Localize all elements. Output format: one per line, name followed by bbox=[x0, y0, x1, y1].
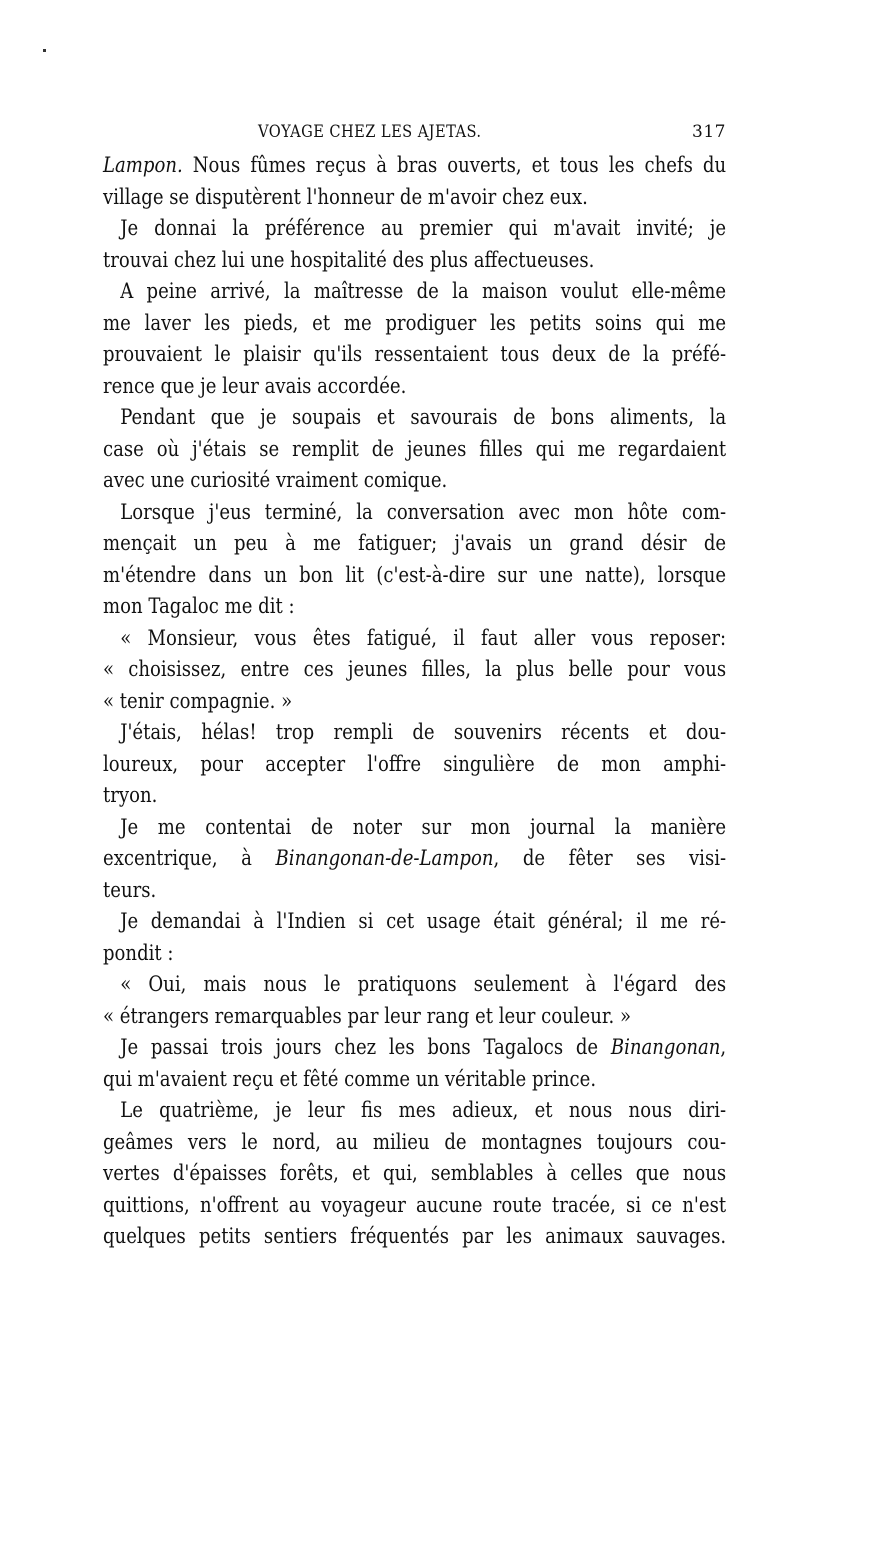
text-segment: A peine arrivé, la maîtresse de la maison voulut elle-même bbox=[120, 279, 727, 303]
text-line bbox=[103, 465, 726, 497]
text-line bbox=[103, 1095, 726, 1127]
text-line bbox=[103, 276, 726, 308]
text-line bbox=[103, 1190, 726, 1222]
text-line bbox=[103, 843, 726, 875]
text-line bbox=[103, 308, 726, 340]
text-line bbox=[103, 938, 726, 970]
text-segment: « tenir compagnie. » bbox=[103, 688, 293, 713]
text-segment: qui m'avaient reçu et fêté comme un véritable prince. bbox=[103, 1066, 597, 1091]
text-segment: « étrangers remarquables par leur rang et leur couleur. » bbox=[103, 1003, 632, 1028]
text-line bbox=[103, 1001, 726, 1033]
text-line bbox=[103, 497, 726, 529]
italic-place-name: Binangonan bbox=[610, 1035, 721, 1059]
text-line bbox=[103, 1064, 726, 1096]
text-segment: , de fêter ses visi- bbox=[493, 846, 727, 870]
text-line bbox=[103, 623, 726, 655]
text-line bbox=[103, 560, 726, 592]
text-line bbox=[103, 812, 726, 844]
text-segment: village se disputèrent l'honneur de m'avoir chez eux. bbox=[103, 184, 588, 209]
text-segment: Lorsque j'eus terminé, la conversation avec mon hôte com- bbox=[120, 499, 727, 524]
text-segment: « Monsieur, vous êtes fatigué, il faut aller vous reposer: bbox=[120, 625, 727, 650]
text-line bbox=[103, 969, 726, 1001]
text-segment: quelques petits sentiers fréquentés par les animaux sauvages. bbox=[103, 1224, 727, 1248]
text-line bbox=[103, 906, 726, 938]
italic-place-name: Lampon. bbox=[103, 153, 183, 177]
text-line bbox=[103, 150, 726, 182]
text-segment: , bbox=[720, 1035, 727, 1059]
text-segment: trouvai chez lui une hospitalité des plus affectueuses. bbox=[103, 247, 595, 272]
text-line bbox=[103, 591, 726, 623]
text-segment: me laver les pieds, et me prodiguer les petits soins qui me bbox=[103, 310, 727, 335]
body-text bbox=[103, 150, 726, 1253]
text-line bbox=[103, 780, 726, 812]
text-segment: pondit : bbox=[103, 940, 174, 965]
text-line bbox=[103, 749, 726, 781]
text-segment: mençait un peu à me fatiguer; j'avais un grand désir de bbox=[103, 531, 727, 555]
italic-place-name: Binangonan-de-Lampon bbox=[275, 846, 494, 870]
scan-speck bbox=[43, 49, 46, 52]
text-segment: tryon. bbox=[103, 783, 158, 807]
text-segment: avec une curiosité vraiment comique. bbox=[103, 468, 448, 492]
text-line bbox=[103, 371, 726, 403]
text-segment: mon Tagaloc me dit : bbox=[103, 594, 295, 618]
text-segment: Je donnai la préférence au premier qui m'avait invité; je bbox=[120, 216, 727, 240]
text-segment: rence que je leur avais accordée. bbox=[103, 373, 407, 398]
text-line bbox=[103, 434, 726, 466]
text-line bbox=[103, 528, 726, 560]
text-line bbox=[103, 1032, 726, 1064]
text-segment: Je passai trois jours chez les bons Tagalocs de bbox=[120, 1035, 611, 1059]
text-line bbox=[103, 182, 726, 214]
text-line bbox=[103, 875, 726, 907]
text-segment: loureux, pour accepter l'offre singulière de mon amphi- bbox=[103, 751, 727, 776]
text-segment: excentrique, à bbox=[103, 846, 276, 870]
text-line bbox=[103, 1221, 726, 1253]
text-segment: Je me contentai de noter sur mon journal la manière bbox=[120, 814, 727, 839]
text-segment: J'étais, hélas! trop rempli de souvenirs récents et dou- bbox=[120, 720, 727, 744]
text-line bbox=[103, 717, 726, 749]
text-segment: « Oui, mais nous le pratiquons seulement à l'égard des bbox=[120, 972, 727, 996]
running-title: VOYAGE CHEZ LES AJETAS. bbox=[258, 122, 482, 142]
running-head bbox=[103, 118, 726, 150]
text-line bbox=[103, 213, 726, 245]
text-segment: Nous fûmes reçus à bras ouverts, et tous les chefs du bbox=[182, 153, 727, 177]
text-line bbox=[103, 654, 726, 686]
text-segment: vertes d'épaisses forêts, et qui, semblables à celles que nous bbox=[103, 1161, 727, 1185]
text-line bbox=[103, 339, 726, 371]
text-line bbox=[103, 1127, 726, 1159]
text-line bbox=[103, 1158, 726, 1190]
text-segment: geâmes vers le nord, au milieu de montagnes toujours cou- bbox=[103, 1129, 727, 1154]
text-line bbox=[103, 402, 726, 434]
text-segment: case où j'étais se remplit de jeunes filles qui me regardaient bbox=[103, 436, 727, 461]
text-segment: « choisissez, entre ces jeunes filles, la plus belle pour vous bbox=[103, 657, 727, 681]
book-page bbox=[103, 118, 726, 1253]
text-line bbox=[103, 245, 726, 277]
text-segment: teurs. bbox=[103, 877, 157, 902]
text-segment: Je demandai à l'Indien si cet usage était général; il me ré- bbox=[120, 909, 727, 933]
text-segment: m'étendre dans un bon lit (c'est-à-dire sur une natte), lorsque bbox=[103, 562, 727, 587]
text-segment: quittions, n'offrent au voyageur aucune route tracée, si ce n'est bbox=[103, 1192, 727, 1217]
text-line bbox=[103, 686, 726, 718]
text-segment: Pendant que je soupais et savourais de bons aliments, la bbox=[120, 405, 727, 429]
text-segment: Le quatrième, je leur fis mes adieux, et nous nous diri- bbox=[120, 1098, 727, 1122]
page-number: 317 bbox=[692, 122, 726, 142]
text-segment: prouvaient le plaisir qu'ils ressentaient tous deux de la préfé- bbox=[103, 342, 727, 366]
